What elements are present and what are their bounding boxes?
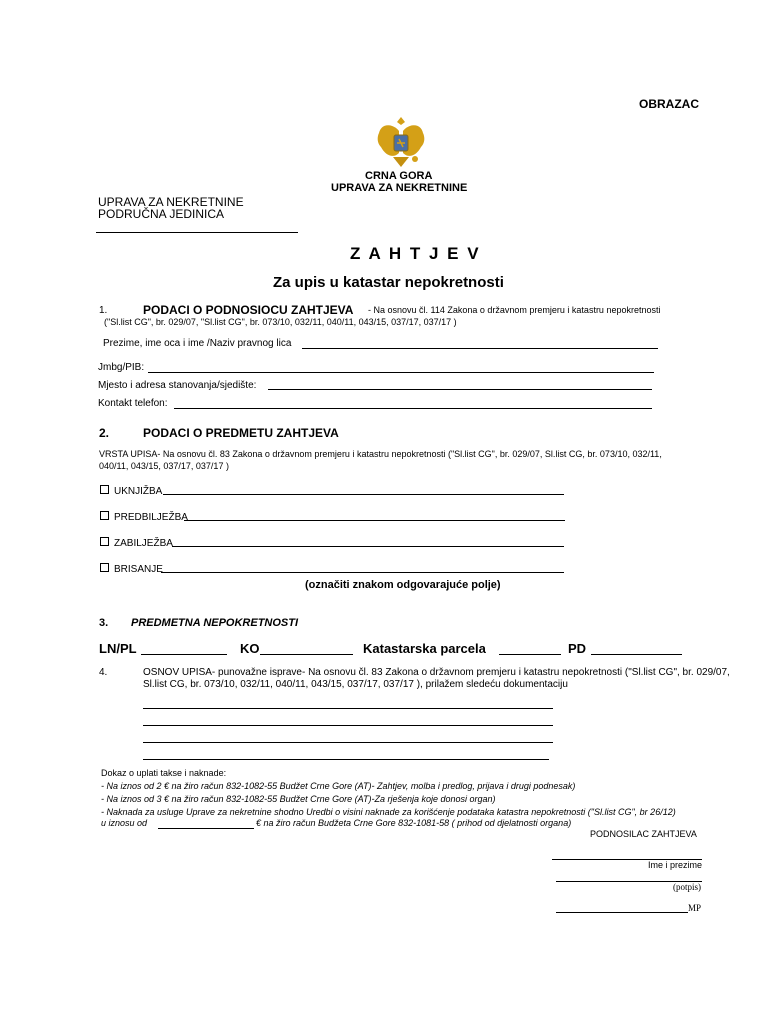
pd-field[interactable]	[591, 654, 682, 655]
applicant-name-field[interactable]	[302, 348, 658, 349]
name-label: Ime i prezime	[648, 860, 703, 870]
checkbox-icon[interactable]	[100, 563, 109, 572]
predbiljezba-field[interactable]	[184, 520, 565, 521]
parcela-field[interactable]	[499, 654, 561, 655]
country-name: CRNA GORA	[365, 170, 433, 182]
authority-name: UPRAVA ZA NEKRETNINE	[331, 182, 468, 194]
section1-legal-a: - Na osnovu čl. 114 Zakona o državnom premjeru i katastru nepokretnosti	[368, 305, 661, 315]
ln-pl-field[interactable]	[141, 654, 227, 655]
section1-heading: PODACI O PODNOSIOCU ZAHTJEVA	[143, 303, 354, 317]
left-authority-line1: UPRAVA ZA NEKRETNINE	[98, 195, 244, 209]
section2-legal-b: 040/11, 043/15, 037/17, 037/17 )	[99, 461, 229, 471]
ko-label: KO	[240, 641, 260, 656]
mp-label: MP	[688, 903, 702, 913]
section2-heading: PODACI O PREDMETU ZAHTJEVA	[143, 426, 339, 440]
unit-blank-line[interactable]	[96, 232, 298, 233]
mp-line[interactable]	[556, 912, 688, 913]
payment-line-4b: € na žiro račun Budžeta Crne Gore 832-1081-58 ( prihod od djelatnosti organa)	[256, 818, 572, 828]
section3-number: 3.	[99, 617, 109, 629]
zabiljezba-field[interactable]	[172, 546, 564, 547]
section3-heading: PREDMETNA NEPOKRETNOSTI	[131, 617, 299, 629]
applicant-name-label: Prezime, ime oca i ime /Naziv pravnog lica	[103, 338, 292, 349]
section2-legal-a: VRSTA UPISA- Na osnovu čl. 83 Zakona o državnom premjeru i katastru nepokretnosti ("Sl.list CG", br. 029/07, Sl.list CG, br. 073/10, 032/11,	[99, 449, 662, 459]
document-line-3[interactable]	[143, 742, 553, 743]
amount-field[interactable]	[158, 828, 254, 829]
option-predbiljezba[interactable]: PREDBILJEŽBA	[100, 511, 188, 523]
brisanje-field[interactable]	[161, 572, 564, 573]
signature-label: (potpis)	[673, 882, 701, 892]
jmbg-label: Jmbg/PIB:	[98, 362, 145, 373]
phone-label: Kontakt telefon:	[98, 398, 168, 409]
left-authority-line2: PODRUČNA JEDINICA	[98, 207, 225, 221]
applicant-heading: PODNOSILAC ZAHTJEVA	[590, 829, 697, 839]
option-uknjizba[interactable]: UKNJIŽBA	[100, 485, 162, 497]
pd-label: PD	[568, 641, 587, 656]
uknjizba-field[interactable]	[163, 494, 564, 495]
document-line-4[interactable]	[143, 759, 549, 760]
page-subtitle: Za upis u katastar nepokretnosti	[273, 274, 504, 291]
payment-line-3: - Naknada za usluge Uprave za nekretnine shodno Uredbi o visini naknade za korišćenje podataka katastra nepokretnosti ("Sl.list CG", br 26/12)	[101, 807, 676, 817]
parcela-label: Katastarska parcela	[363, 641, 486, 656]
ko-field[interactable]	[260, 654, 353, 655]
page-title: Z A H T J E V	[350, 244, 481, 263]
document-line-1[interactable]	[143, 708, 553, 709]
address-label: Mjesto i adresa stanovanja/sjedište:	[98, 380, 257, 391]
jmbg-field[interactable]	[148, 372, 654, 373]
checkbox-icon[interactable]	[100, 511, 109, 520]
form-label: OBRAZAC	[639, 97, 699, 111]
payment-line-2: - Na iznos od 3 € na žiro račun 832-1082-55 Budžet Crne Gore (AT)-Za rješenja koje donosi organ)	[101, 794, 496, 804]
option-brisanje[interactable]: BRISANJE	[100, 563, 163, 575]
option-zabiljezba[interactable]: ZABILJEŽBA	[100, 537, 173, 549]
section4-number: 4.	[99, 667, 108, 678]
payment-heading: Dokaz o uplati takse i naknade:	[101, 768, 227, 778]
coat-of-arms-icon	[371, 113, 431, 169]
checkbox-icon[interactable]	[100, 537, 109, 546]
address-field[interactable]	[268, 389, 652, 390]
section4-text-b: Sl.list CG, br. 073/10, 032/11, 040/11, 043/15, 037/17, 037/17 ), prilažem sledeću dokumentaciju	[143, 679, 568, 690]
mark-field-note: (označiti znakom odgovarajuće polje)	[305, 579, 501, 591]
document-line-2[interactable]	[143, 725, 553, 726]
ln-pl-label: LN/PL	[99, 641, 137, 656]
section4-text-a: OSNOV UPISA- punovažne isprave- Na osnovu čl. 83 Zakona o državnom premjeru i katastru nepokretnosti ("Sl.list CG", br. 029/07,	[143, 667, 730, 678]
section2-number: 2.	[99, 426, 110, 440]
payment-line-1: - Na iznos od 2 € na žiro račun 832-1082-55 Budžet Crne Gore (AT)- Zahtjev, molba i predlog, prijava i drugi podnesak)	[101, 781, 576, 791]
checkbox-icon[interactable]	[100, 485, 109, 494]
payment-line-4a: u iznosu od	[101, 818, 148, 828]
phone-field[interactable]	[174, 408, 652, 409]
section1-legal-b: ("Sl.list CG", br. 029/07, "Sl.list CG", br. 073/10, 032/11, 040/11, 043/15, 037/17, 037/17 )	[104, 317, 457, 327]
section1-number: 1.	[99, 305, 108, 316]
